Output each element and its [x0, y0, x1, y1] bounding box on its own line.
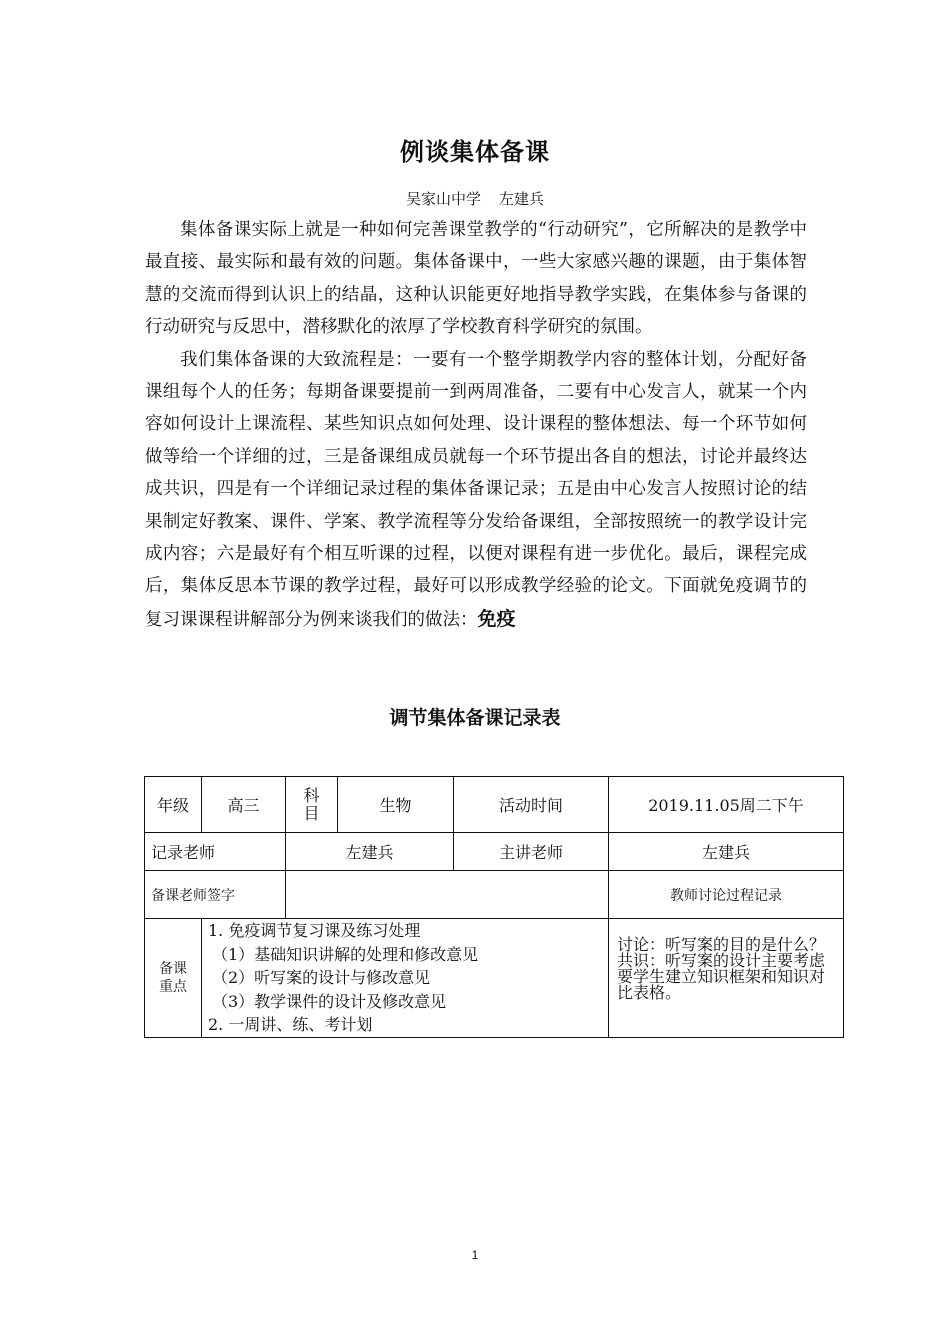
paragraph-1: 集体备课实际上就是一种如何完善课堂教学的“行动研究”，它所解决的是教学中最直接、最实际和最有效的问题。集体备课中，一些大家感兴趣的课题，由于集体智慧的交流而得到认识上的结晶，这种认识能更好地指导教学实践，在集体参与备课的行动研究与反思中，潜移默化的浓厚了学校教育科学研究的氛围。 [145, 220, 807, 338]
paragraph-2 [145, 344, 807, 637]
lesson-record-table [144, 776, 844, 1038]
subject-label: 科目 [303, 785, 320, 823]
grade-label: 年级 [145, 777, 202, 833]
focus-list [202, 919, 609, 1038]
table-title: 调节集体备课记录表 [389, 707, 561, 729]
time-label: 活动时间 [454, 777, 609, 833]
subject-label-cell [286, 777, 338, 833]
focus-item: 2. 一周讲、练、考计划 [208, 1015, 373, 1034]
body-text [145, 214, 807, 636]
grade-value: 高三 [202, 777, 286, 833]
table-row-info [145, 777, 844, 833]
document-title: 例谈集体备课 [400, 138, 550, 166]
signature-label: 备课老师签字 [145, 871, 286, 919]
table-row-teachers [145, 833, 844, 871]
recorder-label: 记录老师 [145, 833, 286, 871]
focus-item: （3）教学课件的设计及修改意见 [212, 991, 447, 1011]
focus-item: 1. 免疫调节复习课及练习处理 [208, 921, 421, 940]
paragraph-2-bold-tail: 免疫 [477, 607, 516, 630]
focus-item: （1）基础知识讲解的处理和修改意见 [212, 944, 479, 964]
focus-label: 备课重点 [159, 961, 187, 995]
author-school: 吴家山中学 [405, 190, 481, 208]
discussion-consensus: 共识：听写案的设计主要考虑要学生建立知识框架和知识对比表格。 [617, 951, 826, 1002]
author-name: 左建兵 [499, 190, 545, 208]
focus-label-cell [145, 919, 202, 1038]
signature-area [286, 871, 609, 919]
recorder-value: 左建兵 [286, 833, 454, 871]
speaker-label: 主讲老师 [454, 833, 609, 871]
subject-value: 生物 [338, 777, 454, 833]
focus-item: （2）听写案的设计与修改意见 [212, 968, 431, 987]
discussion-record [609, 919, 844, 1038]
speaker-value: 左建兵 [609, 833, 844, 871]
page-number: 1 [471, 1248, 479, 1262]
author-line [0, 188, 950, 209]
discussion-question: 讨论：听写案的目的是什么？ [617, 935, 826, 954]
time-value: 2019.11.05周二下午 [609, 777, 844, 833]
discussion-header: 教师讨论过程记录 [609, 871, 844, 919]
paragraph-2-text: 我们集体备课的大致流程是：一要有一个整学期教学内容的整体计划，分配好备课组每个人的任务；每期备课要提前一到两周准备，二要有中心发言人，就某一个内容如何设计上课流程、某些知识点如何处理、设计课程的整体想法、每一个环节如何做等给一个详细的过，三是备课组成员就每一个环节提出各自的想法，讨论并最终达成共识，四是有一个详细记录过程的集体备课记录；五是由中心发言人按照讨论的结果制定好教案、课件、学案、教学流程等分发给备课组，全部按照统一的教学设计完成内容；六是最好有个相互听课的过程，以便对课程有进一步优化。最后，课程完成后，集体反思本节课的教学过程，最好可以形成教学经验的论文。下面就免疫调节的复习课课程讲解部分为例来谈我们的做法： [145, 349, 807, 630]
table-row-focus [145, 919, 844, 1038]
table-row-signature [145, 871, 844, 919]
